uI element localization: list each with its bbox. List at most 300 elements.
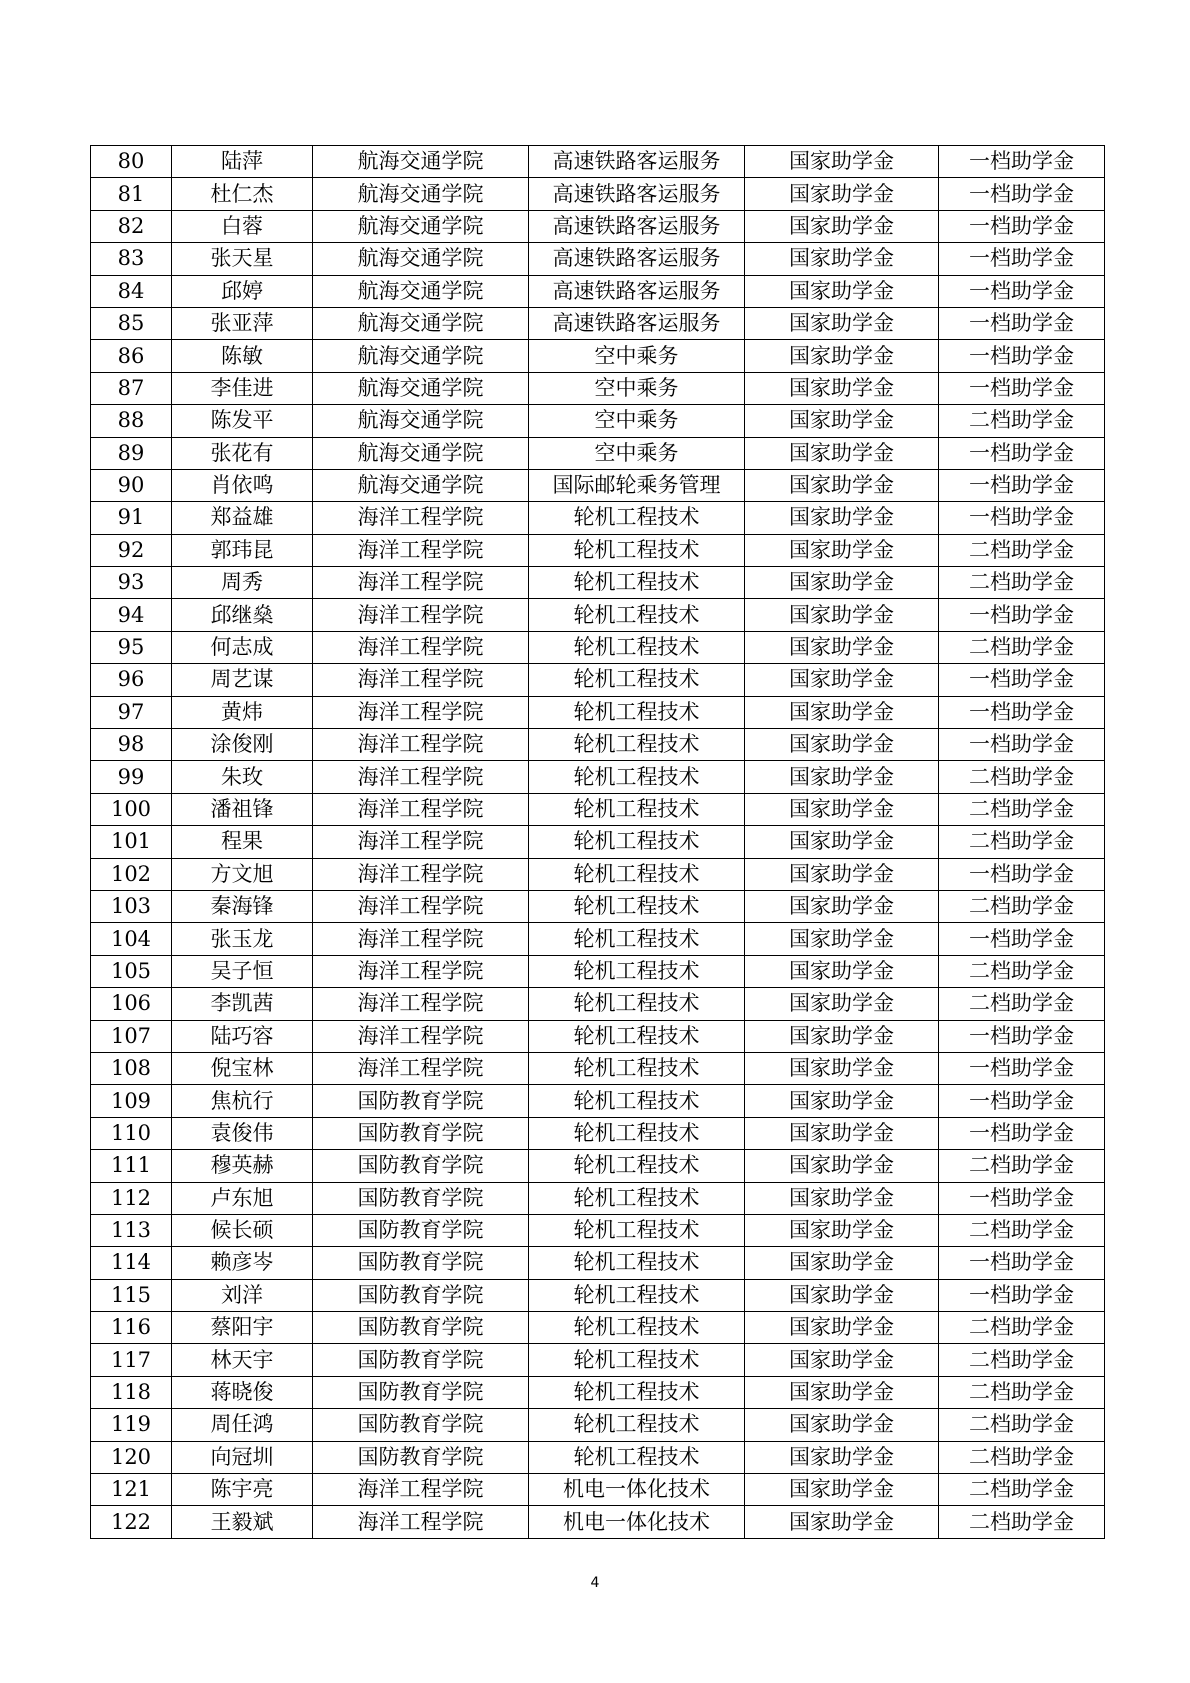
student-name-cell: 林天宇	[172, 1344, 313, 1376]
row-number-cell: 112	[91, 1182, 172, 1214]
college-cell: 海洋工程学院	[313, 502, 529, 534]
major-cell: 高速铁路客运服务	[529, 178, 745, 210]
major-cell: 轮机工程技术	[529, 923, 745, 955]
major-cell: 轮机工程技术	[529, 1150, 745, 1182]
major-cell: 轮机工程技术	[529, 761, 745, 793]
student-name-cell: 白蓉	[172, 210, 313, 242]
student-name-cell: 陈发平	[172, 405, 313, 437]
college-cell: 海洋工程学院	[313, 664, 529, 696]
grant-level-cell: 二档助学金	[939, 955, 1105, 987]
table-row	[91, 178, 1105, 210]
row-number-cell: 118	[91, 1376, 172, 1408]
grant-level-cell: 二档助学金	[939, 1150, 1105, 1182]
college-cell: 航海交通学院	[313, 275, 529, 307]
college-cell: 航海交通学院	[313, 340, 529, 372]
student-name-cell: 候长硕	[172, 1214, 313, 1246]
grant-type-cell: 国家助学金	[745, 1376, 939, 1408]
college-cell: 国防教育学院	[313, 1376, 529, 1408]
student-name-cell: 李凯茜	[172, 988, 313, 1020]
row-number-cell: 110	[91, 1117, 172, 1149]
row-number-cell: 99	[91, 761, 172, 793]
table-row	[91, 955, 1105, 987]
table-row	[91, 243, 1105, 275]
table-row	[91, 631, 1105, 663]
college-cell: 国防教育学院	[313, 1409, 529, 1441]
grant-type-cell: 国家助学金	[745, 275, 939, 307]
grant-level-cell: 二档助学金	[939, 988, 1105, 1020]
grant-type-cell: 国家助学金	[745, 1312, 939, 1344]
major-cell: 轮机工程技术	[529, 1085, 745, 1117]
table-row	[91, 372, 1105, 404]
grant-level-cell: 二档助学金	[939, 567, 1105, 599]
grant-level-cell: 一档助学金	[939, 923, 1105, 955]
major-cell: 空中乘务	[529, 437, 745, 469]
major-cell: 轮机工程技术	[529, 664, 745, 696]
college-cell: 航海交通学院	[313, 243, 529, 275]
major-cell: 轮机工程技术	[529, 1214, 745, 1246]
grant-recipient-table	[90, 145, 1105, 1539]
college-cell: 海洋工程学院	[313, 1020, 529, 1052]
row-number-cell: 95	[91, 631, 172, 663]
row-number-cell: 91	[91, 502, 172, 534]
grant-level-cell: 一档助学金	[939, 307, 1105, 339]
student-name-cell: 蔡阳宇	[172, 1312, 313, 1344]
college-cell: 国防教育学院	[313, 1182, 529, 1214]
table-row	[91, 1279, 1105, 1311]
row-number-cell: 80	[91, 146, 172, 178]
college-cell: 国防教育学院	[313, 1085, 529, 1117]
row-number-cell: 97	[91, 696, 172, 728]
grant-type-cell: 国家助学金	[745, 1247, 939, 1279]
student-name-cell: 穆英赫	[172, 1150, 313, 1182]
major-cell: 高速铁路客运服务	[529, 210, 745, 242]
major-cell: 轮机工程技术	[529, 1182, 745, 1214]
row-number-cell: 114	[91, 1247, 172, 1279]
student-name-cell: 陆巧容	[172, 1020, 313, 1052]
grant-level-cell: 二档助学金	[939, 405, 1105, 437]
table-row	[91, 1474, 1105, 1506]
row-number-cell: 100	[91, 793, 172, 825]
student-name-cell: 刘洋	[172, 1279, 313, 1311]
student-name-cell: 程果	[172, 826, 313, 858]
row-number-cell: 122	[91, 1506, 172, 1538]
grant-level-cell: 二档助学金	[939, 1312, 1105, 1344]
row-number-cell: 92	[91, 534, 172, 566]
table-row	[91, 858, 1105, 890]
table-row	[91, 1150, 1105, 1182]
college-cell: 海洋工程学院	[313, 955, 529, 987]
row-number-cell: 117	[91, 1344, 172, 1376]
grant-level-cell: 一档助学金	[939, 372, 1105, 404]
grant-level-cell: 二档助学金	[939, 1506, 1105, 1538]
table-row	[91, 146, 1105, 178]
student-name-cell: 黄炜	[172, 696, 313, 728]
student-name-cell: 李佳进	[172, 372, 313, 404]
college-cell: 航海交通学院	[313, 372, 529, 404]
table-row	[91, 729, 1105, 761]
grant-level-cell: 二档助学金	[939, 793, 1105, 825]
major-cell: 轮机工程技术	[529, 631, 745, 663]
grant-level-cell: 一档助学金	[939, 502, 1105, 534]
row-number-cell: 81	[91, 178, 172, 210]
college-cell: 海洋工程学院	[313, 631, 529, 663]
student-name-cell: 杜仁杰	[172, 178, 313, 210]
grant-type-cell: 国家助学金	[745, 1150, 939, 1182]
grant-type-cell: 国家助学金	[745, 1474, 939, 1506]
student-name-cell: 张亚萍	[172, 307, 313, 339]
grant-type-cell: 国家助学金	[745, 923, 939, 955]
major-cell: 轮机工程技术	[529, 955, 745, 987]
major-cell: 轮机工程技术	[529, 1312, 745, 1344]
student-name-cell: 方文旭	[172, 858, 313, 890]
table-row	[91, 599, 1105, 631]
grant-type-cell: 国家助学金	[745, 534, 939, 566]
grant-type-cell: 国家助学金	[745, 988, 939, 1020]
table-row	[91, 1506, 1105, 1538]
student-name-cell: 潘祖锋	[172, 793, 313, 825]
grant-level-cell: 二档助学金	[939, 631, 1105, 663]
major-cell: 轮机工程技术	[529, 502, 745, 534]
grant-level-cell: 一档助学金	[939, 1052, 1105, 1084]
college-cell: 航海交通学院	[313, 178, 529, 210]
table-row	[91, 1247, 1105, 1279]
row-number-cell: 86	[91, 340, 172, 372]
grant-level-cell: 二档助学金	[939, 534, 1105, 566]
grant-type-cell: 国家助学金	[745, 664, 939, 696]
row-number-cell: 109	[91, 1085, 172, 1117]
page-number: 4	[590, 1575, 600, 1591]
college-cell: 国防教育学院	[313, 1117, 529, 1149]
major-cell: 高速铁路客运服务	[529, 307, 745, 339]
grant-level-cell: 一档助学金	[939, 858, 1105, 890]
grant-type-cell: 国家助学金	[745, 1117, 939, 1149]
grant-level-cell: 一档助学金	[939, 664, 1105, 696]
college-cell: 海洋工程学院	[313, 729, 529, 761]
major-cell: 轮机工程技术	[529, 1441, 745, 1473]
grant-type-cell: 国家助学金	[745, 243, 939, 275]
student-name-cell: 郭玮昆	[172, 534, 313, 566]
row-number-cell: 89	[91, 437, 172, 469]
table-row	[91, 1312, 1105, 1344]
major-cell: 轮机工程技术	[529, 534, 745, 566]
grant-level-cell: 一档助学金	[939, 1020, 1105, 1052]
table-row	[91, 437, 1105, 469]
grant-level-cell: 一档助学金	[939, 729, 1105, 761]
student-name-cell: 陈宇亮	[172, 1474, 313, 1506]
major-cell: 轮机工程技术	[529, 567, 745, 599]
college-cell: 国防教育学院	[313, 1279, 529, 1311]
grant-type-cell: 国家助学金	[745, 793, 939, 825]
table-row	[91, 1085, 1105, 1117]
student-name-cell: 张天星	[172, 243, 313, 275]
grant-type-cell: 国家助学金	[745, 631, 939, 663]
grant-type-cell: 国家助学金	[745, 146, 939, 178]
row-number-cell: 120	[91, 1441, 172, 1473]
row-number-cell: 90	[91, 469, 172, 501]
college-cell: 航海交通学院	[313, 307, 529, 339]
major-cell: 轮机工程技术	[529, 890, 745, 922]
student-name-cell: 邱继燊	[172, 599, 313, 631]
major-cell: 机电一体化技术	[529, 1474, 745, 1506]
grant-level-cell: 一档助学金	[939, 243, 1105, 275]
table-row	[91, 1182, 1105, 1214]
row-number-cell: 103	[91, 890, 172, 922]
major-cell: 空中乘务	[529, 372, 745, 404]
table-row	[91, 793, 1105, 825]
college-cell: 航海交通学院	[313, 437, 529, 469]
table-row	[91, 923, 1105, 955]
grant-type-cell: 国家助学金	[745, 437, 939, 469]
grant-level-cell: 一档助学金	[939, 469, 1105, 501]
college-cell: 海洋工程学院	[313, 599, 529, 631]
table-body	[91, 146, 1105, 1539]
grant-type-cell: 国家助学金	[745, 955, 939, 987]
grant-type-cell: 国家助学金	[745, 761, 939, 793]
table-row	[91, 1376, 1105, 1408]
grant-type-cell: 国家助学金	[745, 858, 939, 890]
grant-level-cell: 一档助学金	[939, 1182, 1105, 1214]
table-row	[91, 1052, 1105, 1084]
college-cell: 海洋工程学院	[313, 534, 529, 566]
row-number-cell: 121	[91, 1474, 172, 1506]
grant-level-cell: 二档助学金	[939, 1441, 1105, 1473]
major-cell: 空中乘务	[529, 340, 745, 372]
grant-level-cell: 一档助学金	[939, 178, 1105, 210]
table-row	[91, 988, 1105, 1020]
college-cell: 海洋工程学院	[313, 890, 529, 922]
table-row	[91, 1214, 1105, 1246]
grant-level-cell: 二档助学金	[939, 1214, 1105, 1246]
grant-level-cell: 一档助学金	[939, 210, 1105, 242]
grant-type-cell: 国家助学金	[745, 1214, 939, 1246]
major-cell: 轮机工程技术	[529, 826, 745, 858]
grant-type-cell: 国家助学金	[745, 1182, 939, 1214]
table-row	[91, 1117, 1105, 1149]
row-number-cell: 84	[91, 275, 172, 307]
grant-level-cell: 二档助学金	[939, 890, 1105, 922]
grant-level-cell: 一档助学金	[939, 1247, 1105, 1279]
table-row	[91, 664, 1105, 696]
student-name-cell: 邱婷	[172, 275, 313, 307]
major-cell: 轮机工程技术	[529, 1020, 745, 1052]
grant-level-cell: 一档助学金	[939, 1117, 1105, 1149]
table-row	[91, 826, 1105, 858]
table-row	[91, 534, 1105, 566]
grant-type-cell: 国家助学金	[745, 1441, 939, 1473]
student-name-cell: 向冠圳	[172, 1441, 313, 1473]
college-cell: 海洋工程学院	[313, 567, 529, 599]
grant-type-cell: 国家助学金	[745, 1344, 939, 1376]
student-name-cell: 倪宝林	[172, 1052, 313, 1084]
college-cell: 海洋工程学院	[313, 858, 529, 890]
row-number-cell: 111	[91, 1150, 172, 1182]
student-name-cell: 赖彦岑	[172, 1247, 313, 1279]
major-cell: 轮机工程技术	[529, 1376, 745, 1408]
grant-type-cell: 国家助学金	[745, 599, 939, 631]
row-number-cell: 115	[91, 1279, 172, 1311]
grant-type-cell: 国家助学金	[745, 890, 939, 922]
grant-type-cell: 国家助学金	[745, 210, 939, 242]
row-number-cell: 96	[91, 664, 172, 696]
grant-level-cell: 二档助学金	[939, 761, 1105, 793]
major-cell: 轮机工程技术	[529, 696, 745, 728]
grant-type-cell: 国家助学金	[745, 696, 939, 728]
student-name-cell: 何志成	[172, 631, 313, 663]
student-name-cell: 吴子恒	[172, 955, 313, 987]
grant-level-cell: 一档助学金	[939, 1279, 1105, 1311]
row-number-cell: 88	[91, 405, 172, 437]
grant-level-cell: 二档助学金	[939, 1344, 1105, 1376]
table-row	[91, 1441, 1105, 1473]
row-number-cell: 108	[91, 1052, 172, 1084]
grant-level-cell: 二档助学金	[939, 1474, 1105, 1506]
table-row	[91, 502, 1105, 534]
grant-type-cell: 国家助学金	[745, 1085, 939, 1117]
major-cell: 轮机工程技术	[529, 793, 745, 825]
student-name-cell: 卢东旭	[172, 1182, 313, 1214]
major-cell: 轮机工程技术	[529, 1052, 745, 1084]
grant-level-cell: 一档助学金	[939, 599, 1105, 631]
major-cell: 轮机工程技术	[529, 1279, 745, 1311]
grant-level-cell: 二档助学金	[939, 1376, 1105, 1408]
student-name-cell: 焦杭行	[172, 1085, 313, 1117]
table-row	[91, 1020, 1105, 1052]
grant-type-cell: 国家助学金	[745, 1052, 939, 1084]
grant-level-cell: 一档助学金	[939, 340, 1105, 372]
major-cell: 轮机工程技术	[529, 858, 745, 890]
table-row	[91, 307, 1105, 339]
row-number-cell: 106	[91, 988, 172, 1020]
row-number-cell: 98	[91, 729, 172, 761]
college-cell: 航海交通学院	[313, 405, 529, 437]
grant-type-cell: 国家助学金	[745, 469, 939, 501]
row-number-cell: 105	[91, 955, 172, 987]
row-number-cell: 93	[91, 567, 172, 599]
table-row	[91, 567, 1105, 599]
student-name-cell: 张花有	[172, 437, 313, 469]
major-cell: 高速铁路客运服务	[529, 275, 745, 307]
college-cell: 国防教育学院	[313, 1150, 529, 1182]
row-number-cell: 94	[91, 599, 172, 631]
college-cell: 海洋工程学院	[313, 696, 529, 728]
grant-type-cell: 国家助学金	[745, 1506, 939, 1538]
row-number-cell: 82	[91, 210, 172, 242]
row-number-cell: 102	[91, 858, 172, 890]
table-row	[91, 275, 1105, 307]
grant-level-cell: 一档助学金	[939, 275, 1105, 307]
grant-type-cell: 国家助学金	[745, 340, 939, 372]
student-name-cell: 郑益雄	[172, 502, 313, 534]
college-cell: 国防教育学院	[313, 1247, 529, 1279]
row-number-cell: 87	[91, 372, 172, 404]
college-cell: 海洋工程学院	[313, 988, 529, 1020]
major-cell: 轮机工程技术	[529, 1117, 745, 1149]
row-number-cell: 116	[91, 1312, 172, 1344]
major-cell: 空中乘务	[529, 405, 745, 437]
grant-level-cell: 二档助学金	[939, 826, 1105, 858]
table-row	[91, 890, 1105, 922]
row-number-cell: 119	[91, 1409, 172, 1441]
grant-type-cell: 国家助学金	[745, 405, 939, 437]
major-cell: 高速铁路客运服务	[529, 243, 745, 275]
table-row	[91, 405, 1105, 437]
major-cell: 轮机工程技术	[529, 1247, 745, 1279]
student-name-cell: 周任鸿	[172, 1409, 313, 1441]
grant-type-cell: 国家助学金	[745, 1279, 939, 1311]
student-name-cell: 秦海锋	[172, 890, 313, 922]
college-cell: 海洋工程学院	[313, 1506, 529, 1538]
grant-type-cell: 国家助学金	[745, 372, 939, 404]
grant-level-cell: 一档助学金	[939, 437, 1105, 469]
grant-level-cell: 一档助学金	[939, 146, 1105, 178]
college-cell: 航海交通学院	[313, 210, 529, 242]
major-cell: 国际邮轮乘务管理	[529, 469, 745, 501]
grant-type-cell: 国家助学金	[745, 178, 939, 210]
student-name-cell: 陆萍	[172, 146, 313, 178]
grant-type-cell: 国家助学金	[745, 567, 939, 599]
row-number-cell: 107	[91, 1020, 172, 1052]
grant-type-cell: 国家助学金	[745, 729, 939, 761]
grant-type-cell: 国家助学金	[745, 307, 939, 339]
grant-level-cell: 二档助学金	[939, 1409, 1105, 1441]
college-cell: 国防教育学院	[313, 1441, 529, 1473]
student-name-cell: 王毅斌	[172, 1506, 313, 1538]
student-name-cell: 朱玫	[172, 761, 313, 793]
major-cell: 机电一体化技术	[529, 1506, 745, 1538]
student-name-cell: 肖依鸣	[172, 469, 313, 501]
student-name-cell: 蒋晓俊	[172, 1376, 313, 1408]
table-row	[91, 340, 1105, 372]
row-number-cell: 113	[91, 1214, 172, 1246]
major-cell: 轮机工程技术	[529, 1409, 745, 1441]
grant-level-cell: 一档助学金	[939, 696, 1105, 728]
table-row	[91, 1409, 1105, 1441]
table-row	[91, 696, 1105, 728]
major-cell: 轮机工程技术	[529, 988, 745, 1020]
college-cell: 国防教育学院	[313, 1312, 529, 1344]
college-cell: 国防教育学院	[313, 1344, 529, 1376]
college-cell: 海洋工程学院	[313, 1474, 529, 1506]
table-row	[91, 761, 1105, 793]
row-number-cell: 83	[91, 243, 172, 275]
college-cell: 国防教育学院	[313, 1214, 529, 1246]
student-name-cell: 周秀	[172, 567, 313, 599]
college-cell: 海洋工程学院	[313, 761, 529, 793]
college-cell: 海洋工程学院	[313, 826, 529, 858]
major-cell: 轮机工程技术	[529, 729, 745, 761]
student-name-cell: 涂俊刚	[172, 729, 313, 761]
row-number-cell: 104	[91, 923, 172, 955]
grant-type-cell: 国家助学金	[745, 1020, 939, 1052]
major-cell: 高速铁路客运服务	[529, 146, 745, 178]
row-number-cell: 85	[91, 307, 172, 339]
table-row	[91, 469, 1105, 501]
row-number-cell: 101	[91, 826, 172, 858]
table-row	[91, 210, 1105, 242]
college-cell: 海洋工程学院	[313, 793, 529, 825]
grant-type-cell: 国家助学金	[745, 1409, 939, 1441]
major-cell: 轮机工程技术	[529, 1344, 745, 1376]
student-name-cell: 袁俊伟	[172, 1117, 313, 1149]
student-name-cell: 陈敏	[172, 340, 313, 372]
student-name-cell: 周艺谋	[172, 664, 313, 696]
student-name-cell: 张玉龙	[172, 923, 313, 955]
college-cell: 航海交通学院	[313, 469, 529, 501]
college-cell: 航海交通学院	[313, 146, 529, 178]
grant-type-cell: 国家助学金	[745, 826, 939, 858]
college-cell: 海洋工程学院	[313, 923, 529, 955]
major-cell: 轮机工程技术	[529, 599, 745, 631]
